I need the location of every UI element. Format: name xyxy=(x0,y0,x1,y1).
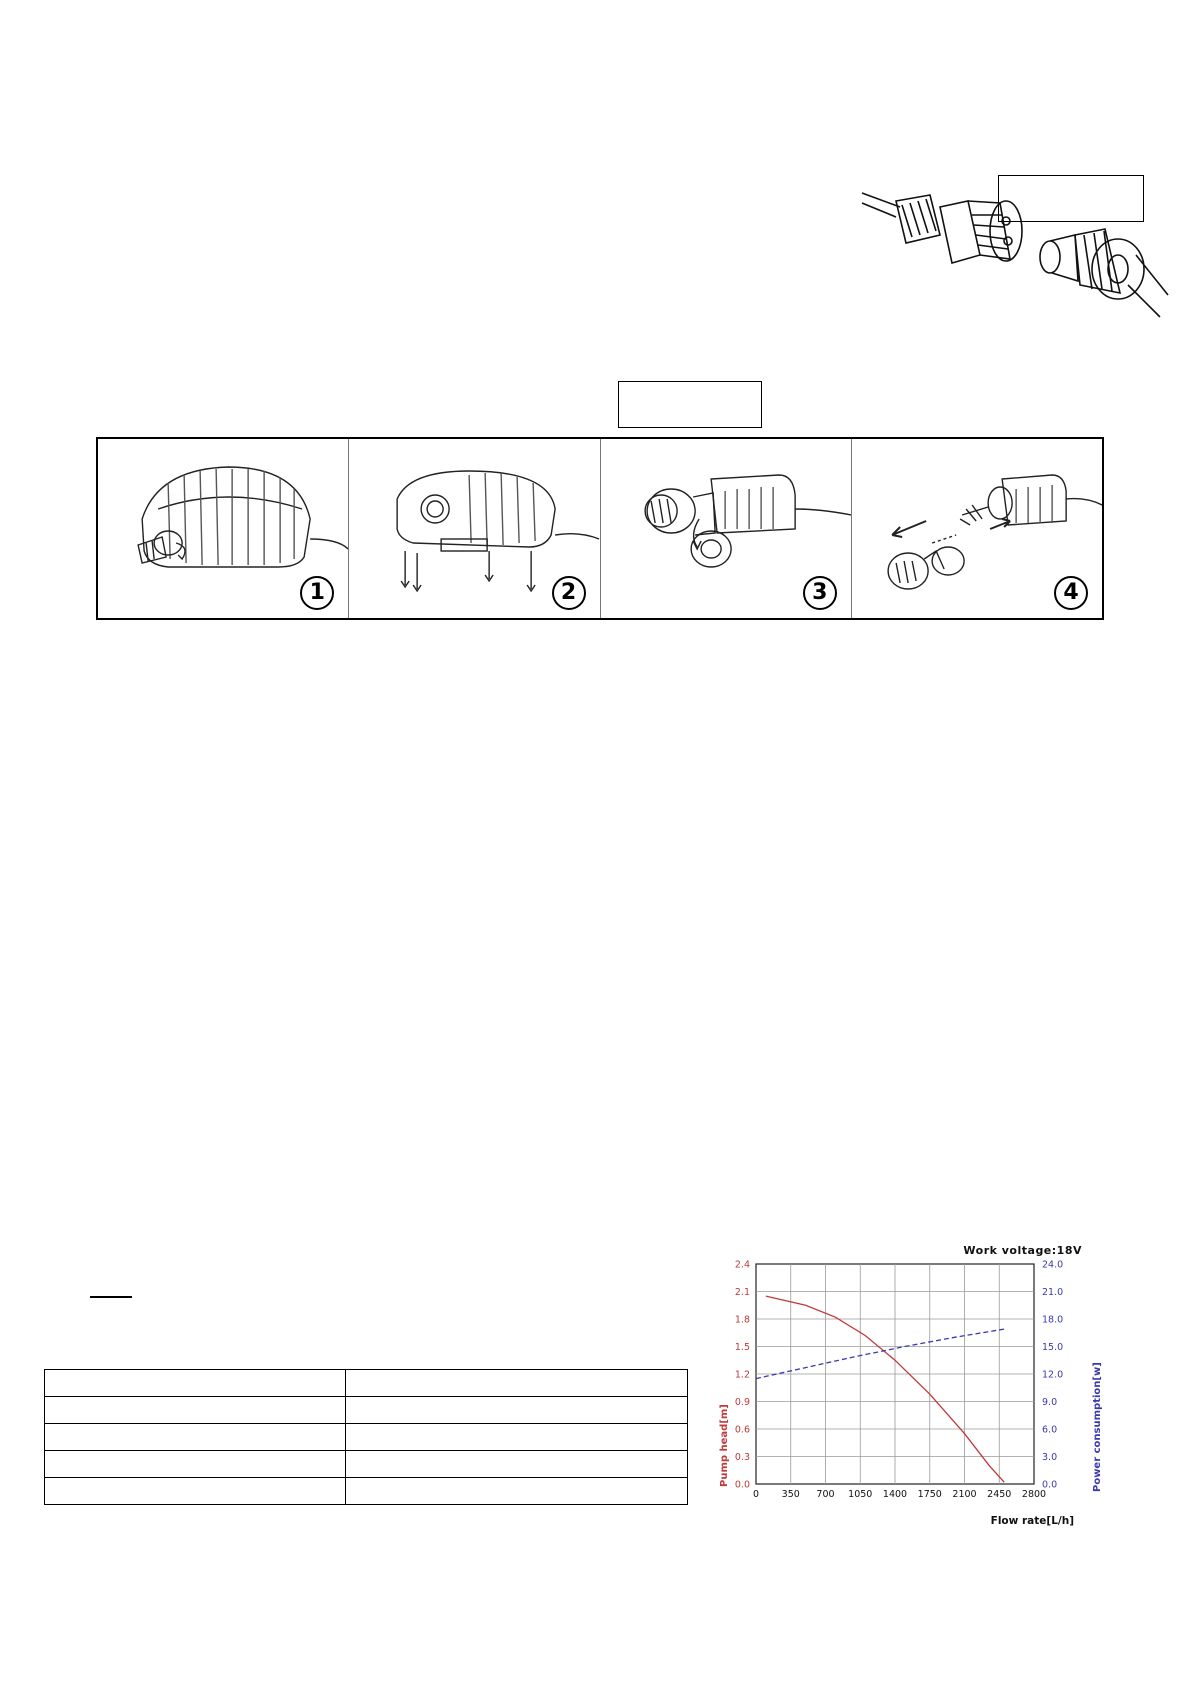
x-tick-label: 1400 xyxy=(882,1489,908,1500)
table-row xyxy=(45,1451,688,1478)
table-cell xyxy=(346,1424,688,1451)
y-left-tick-label: 2.4 xyxy=(734,1259,750,1271)
step-panel-2 xyxy=(349,439,600,618)
y-right-tick-label: 21.0 xyxy=(1042,1287,1064,1298)
step-panel-4 xyxy=(852,439,1102,618)
table-row xyxy=(45,1397,688,1424)
table-row xyxy=(45,1370,688,1397)
disassembly-steps-figure xyxy=(96,437,1104,620)
x-tick-label: 2450 xyxy=(987,1489,1012,1500)
table-cell xyxy=(45,1451,346,1478)
chart-title: Work voltage:18V xyxy=(963,1244,1082,1257)
spec-table xyxy=(44,1369,688,1505)
step-panel-1 xyxy=(98,439,349,618)
table-cell xyxy=(346,1478,688,1505)
steps-label-box xyxy=(618,381,762,428)
right-axis-label: Power consumption[w] xyxy=(1092,1362,1103,1492)
y-right-tick-label: 3.0 xyxy=(1042,1452,1058,1463)
table-cell xyxy=(45,1424,346,1451)
y-left-tick-label: 1.5 xyxy=(734,1342,750,1353)
y-right-tick-label: 15.0 xyxy=(1042,1342,1064,1353)
y-left-tick-label: 2.1 xyxy=(734,1287,750,1298)
y-left-tick-label: 0.3 xyxy=(734,1452,750,1463)
y-left-tick-label: 1.2 xyxy=(734,1369,750,1381)
x-tick-label: 1750 xyxy=(917,1489,942,1500)
table-row xyxy=(45,1424,688,1451)
chart-svg xyxy=(714,1242,1104,1532)
y-right-tick-label: 12.0 xyxy=(1042,1369,1064,1381)
connector-illustration xyxy=(860,185,1170,345)
table-cell xyxy=(45,1370,346,1397)
table-cell xyxy=(346,1397,688,1424)
table-row xyxy=(45,1478,688,1505)
x-tick-label: 2100 xyxy=(952,1489,977,1500)
step-number-4: 4 xyxy=(1054,576,1088,610)
step-number-2: 2 xyxy=(552,576,586,610)
y-right-tick-label: 18.0 xyxy=(1042,1314,1064,1326)
y-left-tick-label: 0.0 xyxy=(734,1479,750,1491)
step-number-3: 3 xyxy=(803,576,837,610)
x-tick-label: 0 xyxy=(752,1489,760,1500)
left-axis-label: Pump head[m] xyxy=(719,1404,730,1487)
step-number-1: 1 xyxy=(300,576,334,610)
y-left-tick-label: 1.8 xyxy=(734,1314,750,1326)
y-left-tick-label: 0.9 xyxy=(734,1397,750,1408)
y-right-tick-label: 9.0 xyxy=(1042,1397,1058,1408)
x-tick-label: 350 xyxy=(781,1489,800,1500)
step-panel-3 xyxy=(601,439,852,618)
pump-performance-chart xyxy=(714,1242,1104,1532)
y-right-tick-label: 0.0 xyxy=(1042,1479,1058,1491)
x-tick-label: 2800 xyxy=(1021,1489,1047,1500)
y-left-tick-label: 0.6 xyxy=(734,1424,750,1436)
y-right-tick-label: 24.0 xyxy=(1042,1259,1064,1271)
table-cell xyxy=(45,1478,346,1505)
heading-underline xyxy=(90,1296,132,1298)
table-cell xyxy=(346,1370,688,1397)
table-cell xyxy=(45,1397,346,1424)
x-tick-label: 700 xyxy=(816,1489,835,1500)
table-cell xyxy=(346,1451,688,1478)
x-axis-label: Flow rate[L/h] xyxy=(990,1515,1074,1527)
y-right-tick-label: 6.0 xyxy=(1042,1424,1058,1436)
x-tick-label: 1050 xyxy=(848,1489,873,1500)
